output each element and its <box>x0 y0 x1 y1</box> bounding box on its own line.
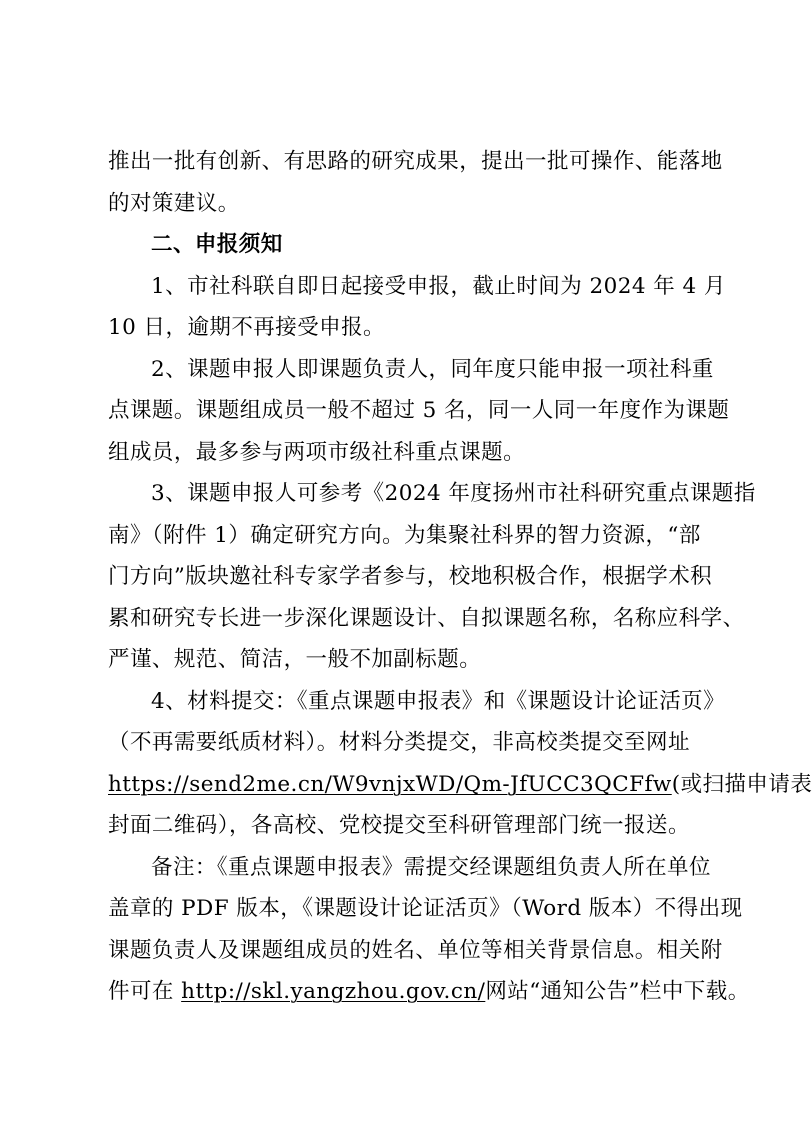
text-line: 1、市社科联自即日起接受申报，截止时间为 2024 年 4 月 <box>151 274 726 299</box>
text-line: （不再需要纸质材料）。材料分类提交，非高校类提交至网址 <box>108 730 690 755</box>
text-line: 4、材料提交：《重点课题申报表》和《课题设计论证活页》 <box>151 689 726 714</box>
section-heading: 二、申报须知 <box>151 232 283 257</box>
text-line: 2、课题申报人即课题负责人，同年度只能申报一项社科重 <box>151 357 714 382</box>
text-fragment: 件可在 <box>108 979 182 1004</box>
text-line: 封面二维码），各高校、党校提交至科研管理部门统一报送。 <box>108 813 690 838</box>
text-line: 推出一批有创新、有思路的研究成果，提出一批可操作、能落地 <box>108 149 723 174</box>
text-line: 10 日，逾期不再接受申报。 <box>108 315 385 340</box>
text-line: 的对策建议。 <box>108 191 240 216</box>
text-fragment: 网站“通知公告”栏中下载。 <box>485 979 750 1004</box>
text-line: 备注：《重点课题申报表》需提交经课题组负责人所在单位 <box>151 855 711 880</box>
text-line <box>108 977 750 1007</box>
text-line: 门方向”版块邀社科专家学者参与，校地积极合作，根据学术积 <box>108 564 713 589</box>
text-line: 组成员，最多参与两项市级社科重点课题。 <box>108 440 526 465</box>
text-line: 3、课题申报人可参考《2024 年度扬州市社科研究重点课题指 <box>151 481 756 506</box>
website-link[interactable]: http://skl.yangzhou.gov.cn/ <box>181 979 486 1004</box>
text-line: 点课题。课题组成员一般不超过 5 名，同一人同一年度作为课题 <box>108 398 730 423</box>
text-line: 累和研究专长进一步深化课题设计、自拟课题名称，名称应科学、 <box>108 606 745 631</box>
text-line: 课题负责人及课题组成员的姓名、单位等相关背景信息。相关附 <box>108 938 723 963</box>
text-fragment: (或扫描申请表 <box>671 772 812 797</box>
text-line: 盖章的 PDF 版本，《课题设计论证活页》（Word 版本）不得出现 <box>108 896 743 921</box>
submission-link[interactable]: https://send2me.cn/W9vnjxWD/Qm-JfUCC3QCFfw <box>108 772 672 797</box>
text-line: 严谨、规范、简洁，一般不加副标题。 <box>108 647 482 672</box>
text-line <box>108 770 812 800</box>
text-line: 南》（附件 1）确定研究方向。为集聚社科界的智力资源，“部 <box>108 523 701 548</box>
